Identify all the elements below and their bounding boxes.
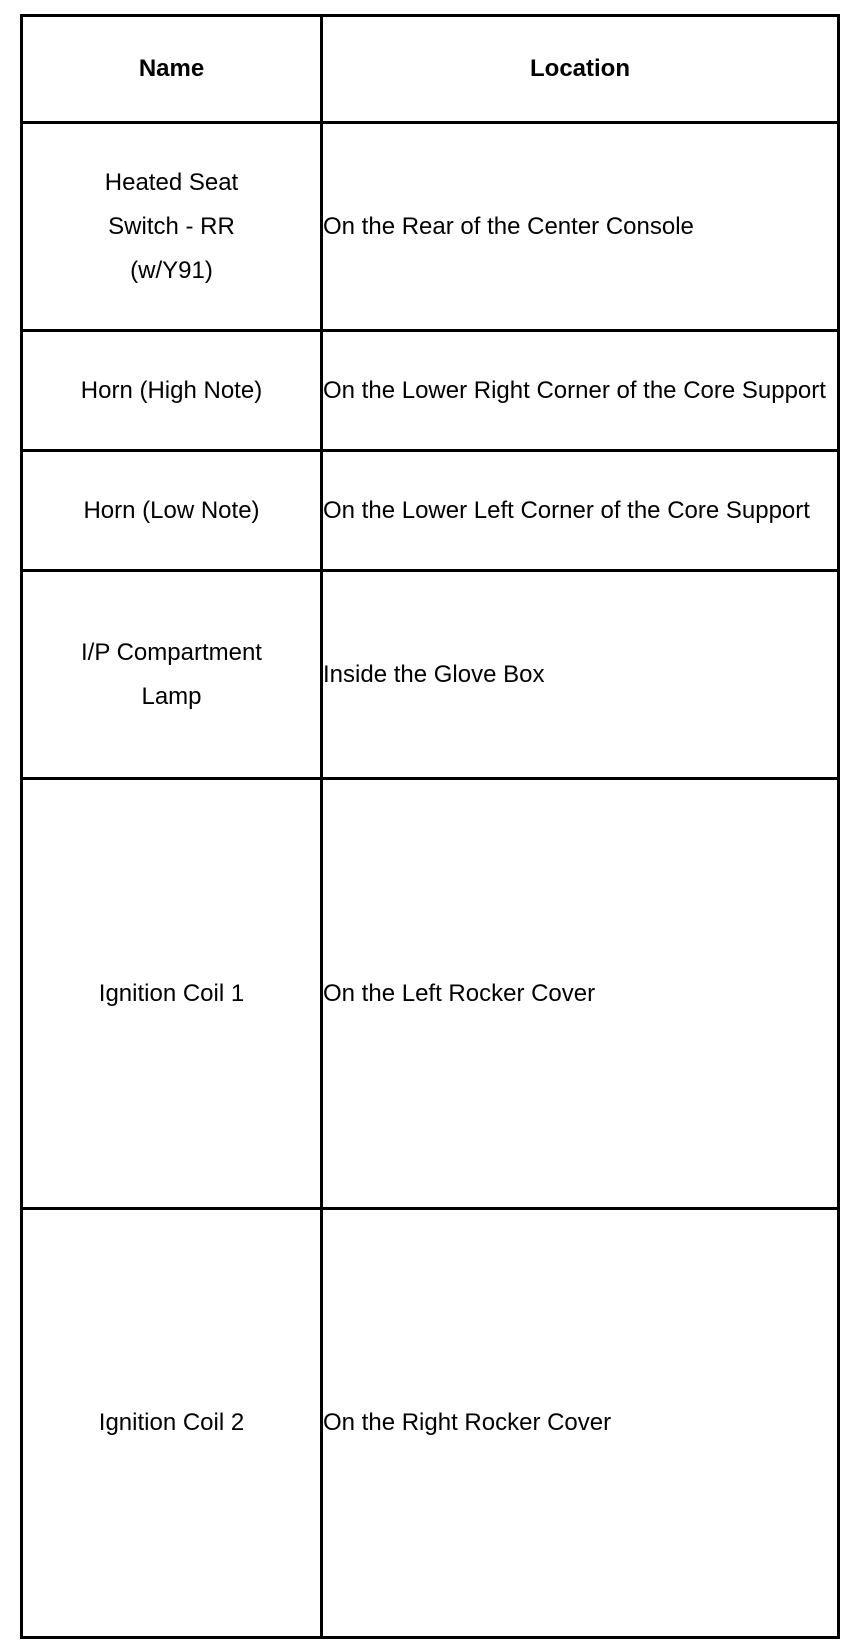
component-location-cell: On the Rear of the Center Console xyxy=(322,123,839,331)
component-name: Heated Seat Switch - RR (w/Y91) xyxy=(104,168,239,284)
table-row xyxy=(22,123,839,331)
table-row xyxy=(22,451,839,571)
component-name-cell: Horn (Low Note) xyxy=(22,451,322,571)
component-name-cell: Ignition Coil 2 xyxy=(22,1209,322,1638)
table-row xyxy=(22,571,839,779)
table-row xyxy=(22,1209,839,1638)
component-name-cell xyxy=(22,123,322,331)
component-name-cell: Horn (High Note) xyxy=(22,331,322,451)
component-location-cell: Inside the Glove Box xyxy=(322,571,839,779)
component-location-cell: On the Lower Left Corner of the Core Support xyxy=(322,451,839,571)
table-row xyxy=(22,779,839,1209)
table-row xyxy=(22,331,839,451)
component-name: I/P Compartment Lamp xyxy=(81,638,262,710)
component-name-cell xyxy=(22,571,322,779)
header-row xyxy=(22,16,839,123)
component-location-cell: On the Right Rocker Cover xyxy=(322,1209,839,1638)
component-location-cell: On the Lower Right Corner of the Core Support xyxy=(322,331,839,451)
name-column-header: Name xyxy=(22,16,322,123)
location-column-header: Location xyxy=(322,16,839,123)
component-location-cell: On the Left Rocker Cover xyxy=(322,779,839,1209)
component-location-table xyxy=(20,14,840,1639)
component-name-cell: Ignition Coil 1 xyxy=(22,779,322,1209)
